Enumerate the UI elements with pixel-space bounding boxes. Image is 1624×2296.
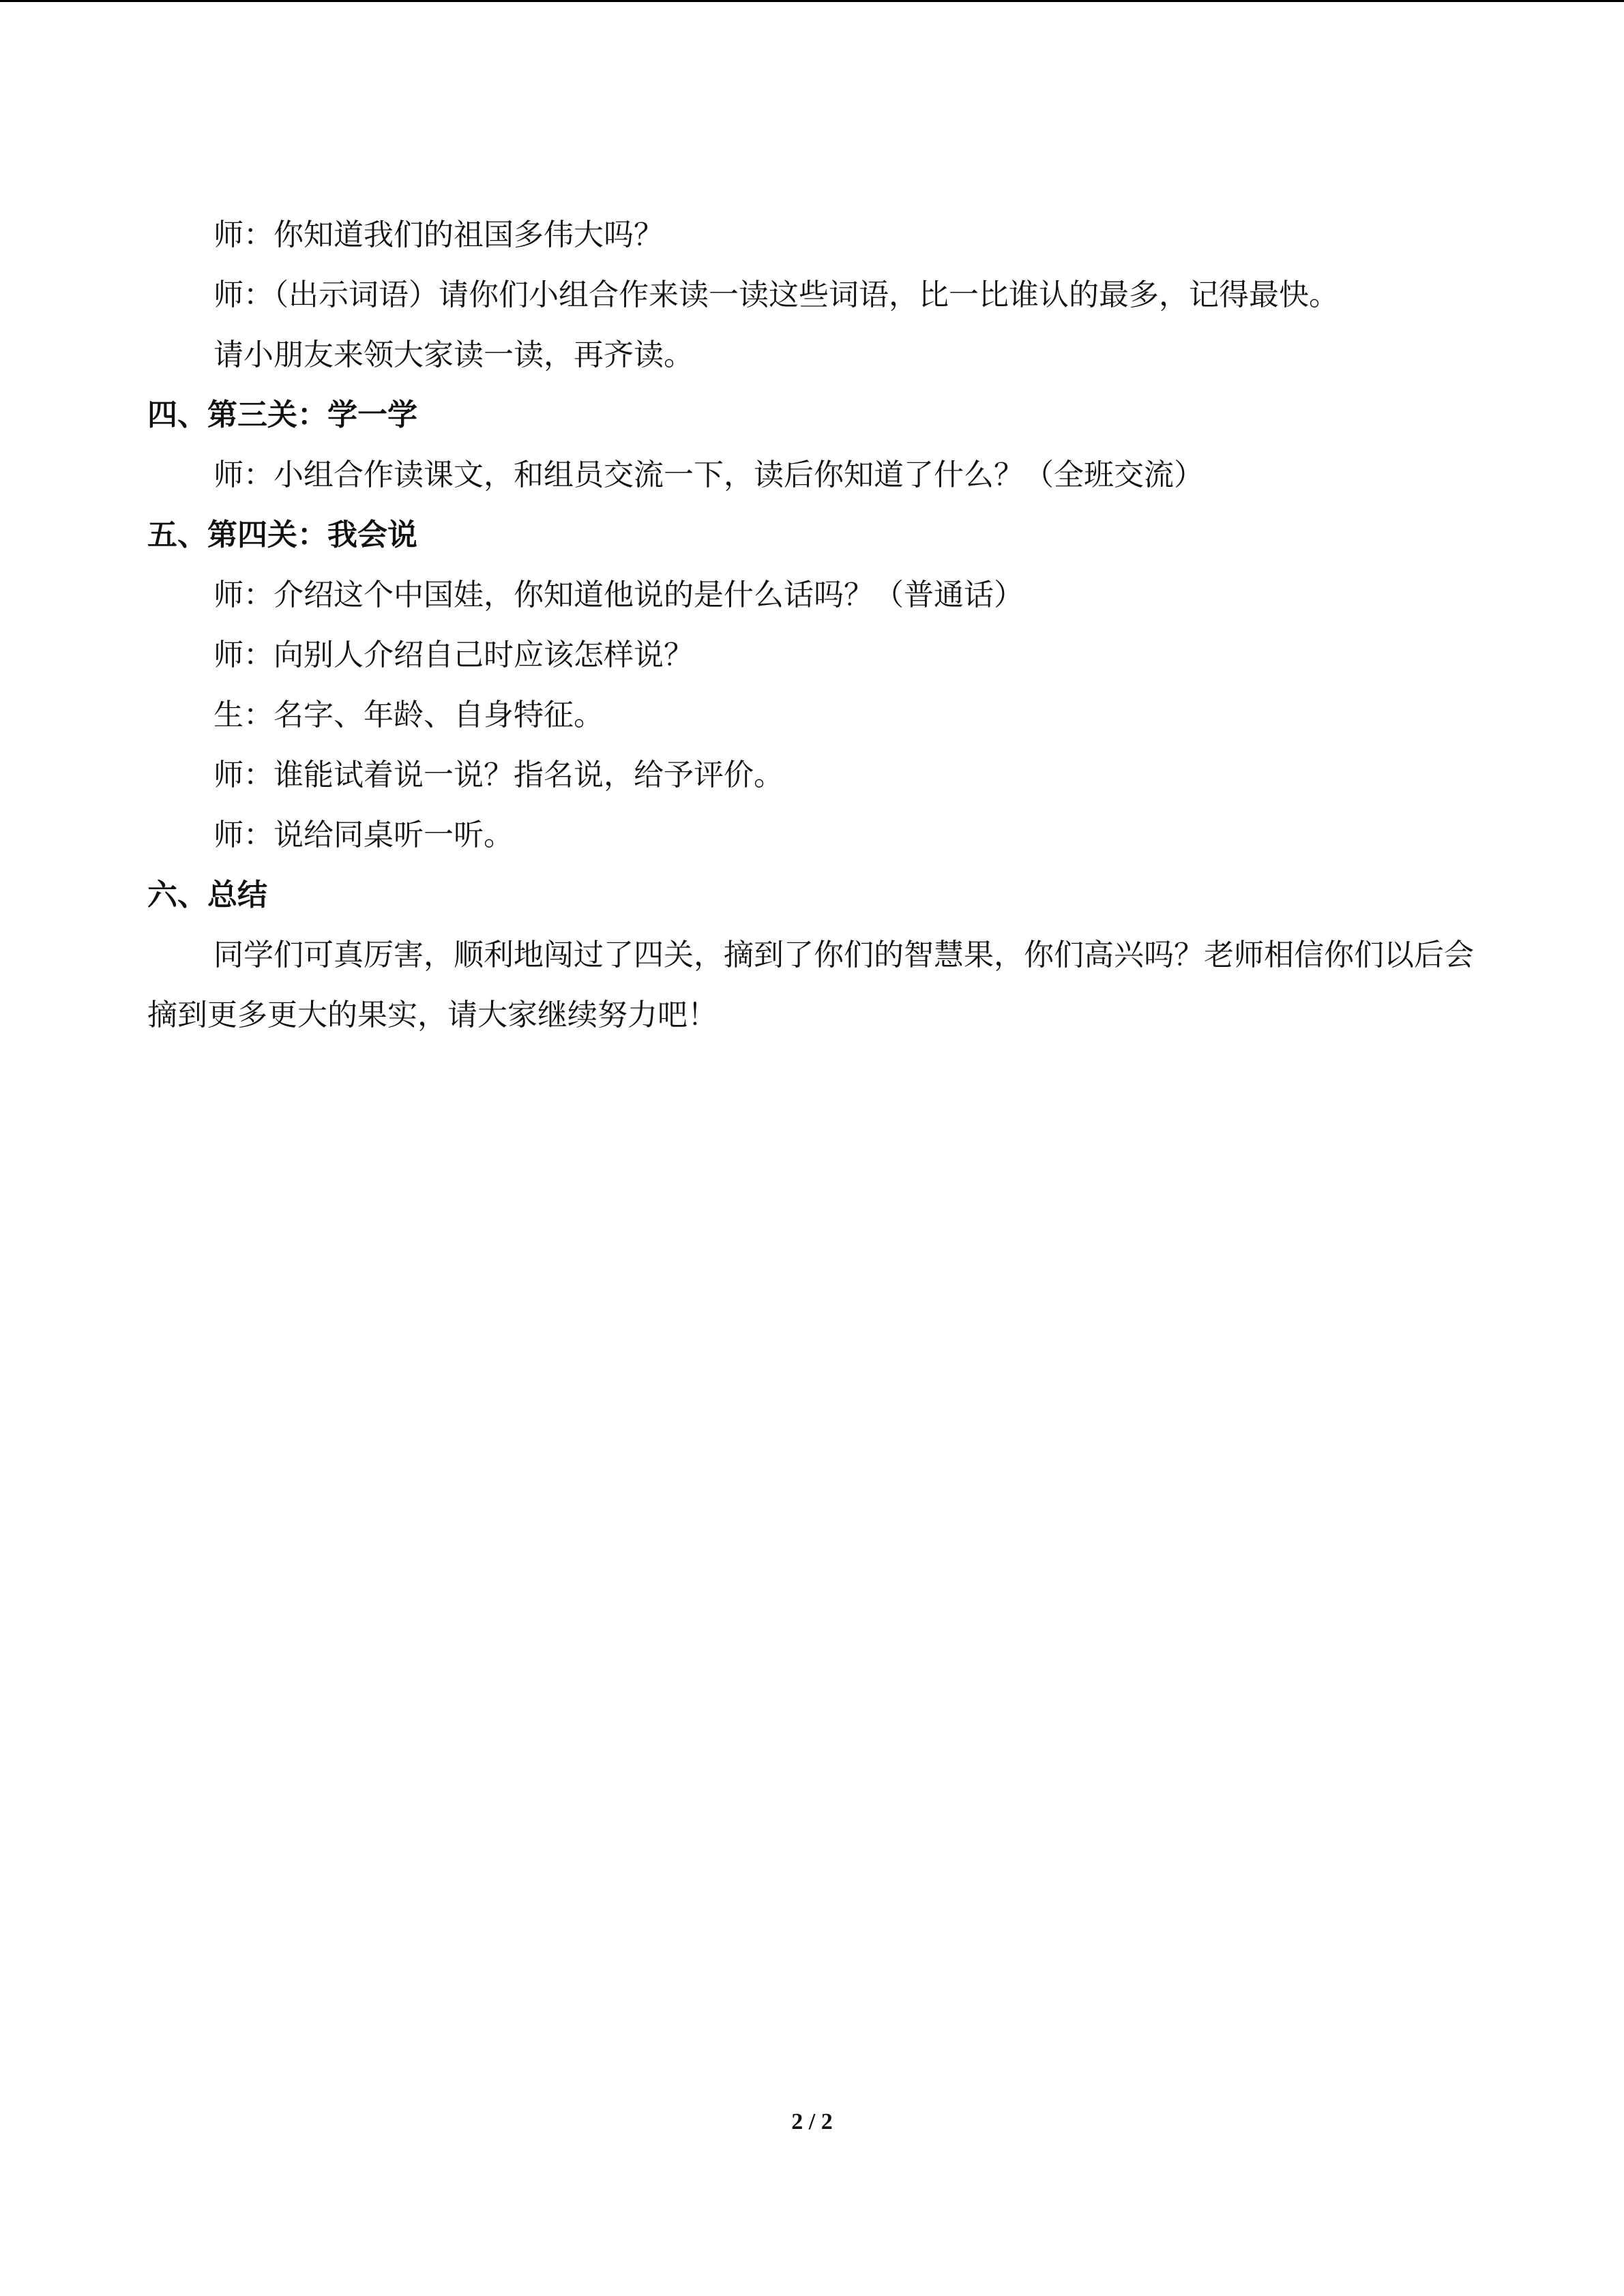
dialog-line: 生：名字、年龄、自身特征。 xyxy=(213,698,604,732)
document-body xyxy=(147,205,1477,1045)
dialog-line: 师：向别人介绍自己时应该怎样说？ xyxy=(213,638,694,672)
summary-paragraph: 同学们可真厉害，顺利地闯过了四关，摘到了你们的智慧果，你们高兴吗？老师相信你们以后会摘到更多更大的果实，请大家继续努力吧！ xyxy=(147,938,1474,1032)
dialog-line: 师：（出示词语）请你们小组合作来读一读这些词语，比一比谁认的最多，记得最快。 xyxy=(213,278,1339,312)
dialog-line: 师：说给同桌听一听。 xyxy=(213,818,514,852)
section-heading: 六、总结 xyxy=(147,878,267,912)
page-number: 2 / 2 xyxy=(791,2109,833,2134)
dialog-line: 请小朋友来领大家读一读，再齐读。 xyxy=(213,338,694,372)
section-heading: 四、第三关：学一学 xyxy=(147,398,417,432)
dialog-line: 师：小组合作读课文，和组员交流一下，读后你知道了什么？（全班交流） xyxy=(213,458,1204,492)
dialog-line: 师：介绍这个中国娃，你知道他说的是什么话吗？（普通话） xyxy=(213,578,1024,612)
dialog-line: 师：谁能试着说一说？指名说，给予评价。 xyxy=(213,758,784,792)
dialog-line: 师：你知道我们的祖国多伟大吗？ xyxy=(213,218,664,252)
section-heading: 五、第四关：我会说 xyxy=(147,518,417,552)
